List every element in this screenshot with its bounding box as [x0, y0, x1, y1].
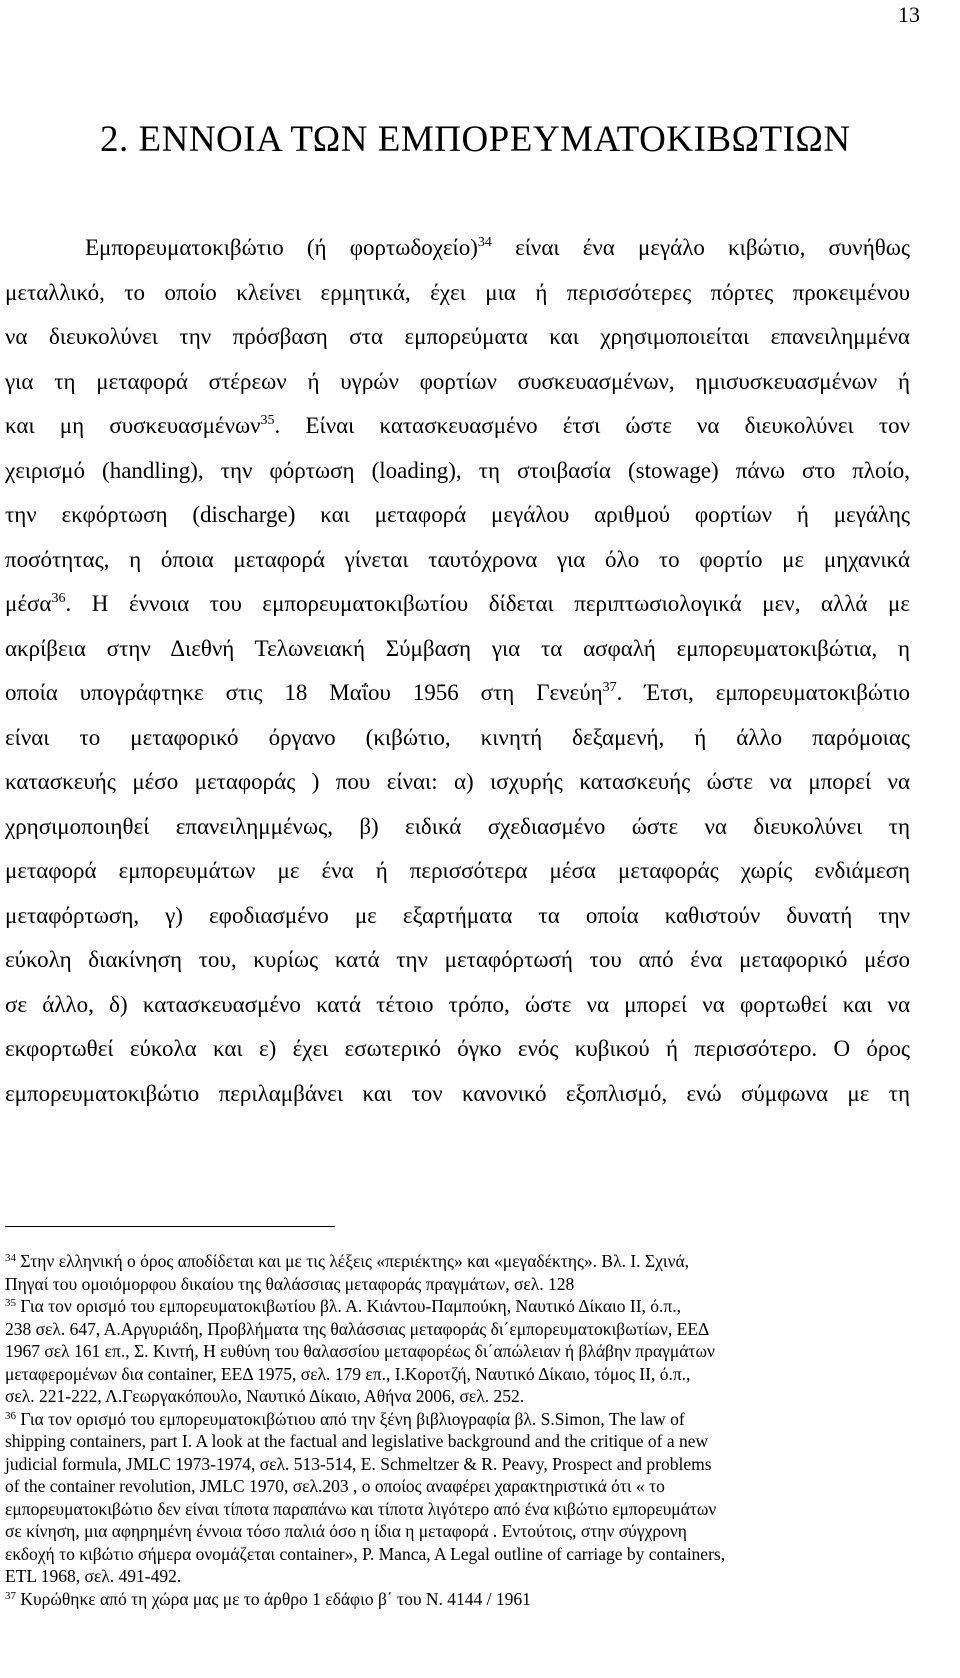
- footnote-line: εκδοχή το κιβώτιο σήμερα ονομάζεται container», P. Manca, A Legal outline of carriage by containers,: [5, 1543, 726, 1564]
- body-paragraph: [5, 226, 910, 1116]
- body-line: ακρίβεια στην Διεθνή Τελωνειακή Σύμβαση για τα ασφαλή εμπορευματοκιβώτια, η: [5, 635, 910, 661]
- body-line: Εμπορευματοκιβώτιο (ή φορτωδοχείο)$^{34}$ είναι ένα μεγάλο κιβώτιο, συνήθως: [85, 235, 910, 260]
- footnote-number: 34: [5, 1252, 16, 1264]
- footnote-line: 1967 σελ 161 επ., Σ. Κιντή, Η ευθύνη του θαλασσίου μεταφορέως δι΄απώλειαν ή βλάβην πραγμάτων: [5, 1341, 715, 1361]
- body-line: χειρισμό (handling), την φόρτωση (loading), τη στοιβασία (stowage) πάνω στο πλοίο,: [5, 457, 910, 483]
- footnote-line: σε κίνηση, μια αφηρημένη έννοια τόσο παλιά όσο η ίδια η μεταφορά . Εντούτοις, στην σύγχρονη: [5, 1521, 687, 1541]
- footnote-number: 36: [5, 1409, 16, 1422]
- footnote-line: $^{35}$ Για τον ορισμό του εμπορευματοκιβωτίου βλ. Α. Κιάντου-Παμπούκη, Ναυτικό Δίκαιο ΙΙ, ό.π.,: [5, 1296, 681, 1316]
- footnote-line: Πηγαί του ομοιόμορφου δικαίου της θαλάσσιας μεταφοράς πραγμάτων, σελ. 128: [5, 1273, 575, 1294]
- footnotes: [5, 1250, 910, 1610]
- footnote-ref: 35: [260, 413, 275, 428]
- body-line: εμπορευματοκιβώτιο περιλαμβάνει και τον κανονικό εξοπλισμό, ενώ σύμφωνα με τη: [5, 1080, 910, 1106]
- footnote-ref: 34: [477, 235, 492, 250]
- footnote-ref: 37: [602, 680, 617, 695]
- body-line: μεταφορά εμπορευμάτων με ένα ή περισσότερα μέσα μεταφοράς χωρίς ενδιάμεση: [5, 858, 910, 883]
- footnote-line: ETL 1968, σελ. 491-492.: [5, 1566, 182, 1586]
- page-number: 13: [898, 2, 920, 27]
- footnote-line: of the container revolution, JMLC 1970, σελ.203 , ο οποίος αναφέρει χαρακτηριστικά ότι « το: [5, 1476, 665, 1496]
- body-line: σε άλλο, δ) κατασκευασμένο κατά τέτοιο τρόπο, ώστε να μπορεί να φορτωθεί και να: [5, 991, 910, 1017]
- body-line: οποία υπογράφτηκε στις 18 Μαΐου 1956 στη Γενεύη$^{37}$. Έτσι, εμπορευματοκιβώτιο: [5, 680, 910, 705]
- body-line: να διευκολύνει την πρόσβαση στα εμπορεύματα και χρησιμοποιείται επανειλημμένα: [5, 324, 910, 349]
- body-line: την εκφόρτωση (discharge) και μεταφορά μεγάλου αριθμού φορτίων ή μεγάλης: [5, 502, 910, 527]
- footnote-line: 238 σελ. 647, Α.Αργυριάδη, Προβλήματα της θαλάσσιας μεταφοράς δι΄εμπορευματοκιβωτίων, ΕΕΔ: [5, 1318, 710, 1339]
- body-line: και μη συσκευασμένων$^{35}$. Είναι κατασκευασμένο έτσι ώστε να διευκολύνει τον: [5, 413, 910, 438]
- footnote-separator: [5, 1226, 335, 1227]
- body-line: για τη μεταφορά στέρεων ή υγρών φορτίων συσκευασμένων, ημισυσκευασμένων ή: [5, 368, 910, 394]
- footnote-line: εμπορευματοκιβώτιο δεν είναι τίποτα παραπάνω και τίποτα λιγότερο από ένα κιβώτιο εμπορευμάτων: [5, 1498, 717, 1519]
- body-line: είναι το μεταφορικό όργανο (κιβώτιο, κινητή δεξαμενή, ή άλλο παρόμοιας: [5, 724, 910, 750]
- footnote-line: judicial formula, JMLC 1973-1974, σελ. 513-514, E. Schmeltzer & R. Peavy, Prospect and problems: [5, 1453, 712, 1474]
- body-line: μεταφόρτωση, γ) εφοδιασμένο με εξαρτήματα τα οποία καθιστούν δυνατή την: [5, 902, 910, 928]
- footnote-line: shipping containers, part I. A look at the factual and legislative background and the critique of a new: [5, 1431, 709, 1451]
- body-line: μέσα$^{36}$. Η έννοια του εμπορευματοκιβωτίου δίδεται περιπτωσιολογικά μεν, αλλά με: [5, 591, 910, 616]
- footnote-number: 37: [5, 1589, 16, 1602]
- body-line: κατασκευής μέσο μεταφοράς ) που είναι: α) ισχυρής κατασκευής ώστε να μπορεί να: [5, 769, 910, 794]
- footnote-line: $^{36}$ Για τον ορισμό του εμπορευματοκιβώτιου από την ξένη βιβλιογραφία βλ. S.Simon, The law of: [5, 1408, 685, 1429]
- body-line: ποσότητας, η όποια μεταφορά γίνεται ταυτόχρονα για όλο το φορτίο με μηχανικά: [5, 546, 910, 572]
- footnote-line: $^{34}$ Στην ελληνική ο όρος αποδίδεται και με τις λέξεις «περιέκτης» και «μεγαδέκτης». Βλ. Ι. Σχινά,: [5, 1251, 690, 1271]
- footnote-ref: 36: [51, 591, 66, 606]
- body-line: χρησιμοποιηθεί επανειλημμένως, β) ειδικά σχεδιασμένο ώστε να διευκολύνει τη: [5, 813, 910, 839]
- body-line: εκφορτωθεί εύκολα και ε) έχει εσωτερικό όγκο ενός κυβικού ή περισσότερο. Ο όρος: [5, 1036, 910, 1061]
- footnote-number: 35: [5, 1297, 16, 1309]
- body-line: εύκολη διακίνηση του, κυρίως κατά την μεταφόρτωσή του από ένα μεταφορικό μέσο: [5, 947, 910, 972]
- section-heading: 2. ΕΝΝΟΙΑ ΤΩΝ ΕΜΠΟΡΕΥΜΑΤΟΚΙΒΩΤΙΩΝ: [100, 119, 851, 160]
- footnote-line: μεταφερομένων δια container, ΕΕΔ 1975, σελ. 179 επ., Ι.Κοροτζή, Ναυτικό Δίκαιο, τόμος ΙΙ, ό.π.,: [5, 1363, 691, 1384]
- footnote-line: $^{37}$ Κυρώθηκε από τη χώρα μας με το άρθρο 1 εδάφιο β΄ του Ν. 4144 / 1961: [5, 1588, 531, 1609]
- body-line: μεταλλικό, το οποίο κλείνει ερμητικά, έχει μια ή περισσότερες πόρτες προκειμένου: [5, 279, 910, 305]
- footnote-line: σελ. 221-222, Λ.Γεωργακόπουλο, Ναυτικό Δίκαιο, Αθήνα 2006, σελ. 252.: [5, 1386, 525, 1406]
